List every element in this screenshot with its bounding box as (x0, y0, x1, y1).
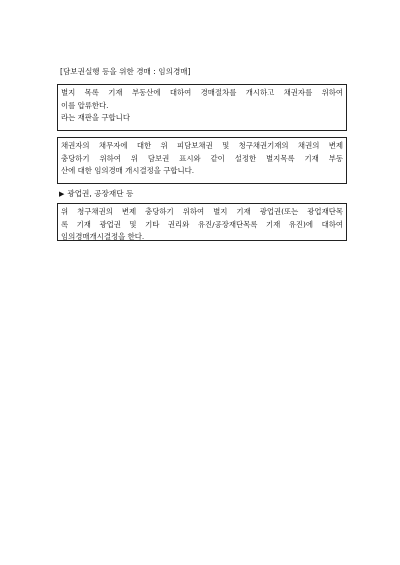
box2-line-3: 산에 대한 임의경매 개시결정을 구합니다. (61, 166, 195, 176)
box2-line-1: 채권자의 채무자에 대한 위 피담보채권 및 청구채권기재의 채권의 변제 (61, 141, 343, 150)
application-box-mining-rights (57, 203, 347, 241)
box3-line-1: 위 청구채권의 변제 충당하기 위하여 별지 기재 광업권(또는 광업재단목 (61, 207, 343, 216)
box3-line-2: 록 기재 광업권 및 기타 권리와 유진/공장재단목록 기재 유진)에 대하여 (61, 219, 343, 229)
section-title-mining-factory (59, 189, 133, 199)
document-heading: [담보권실행 등을 위한 경매 : 임의경매] (60, 67, 191, 76)
application-box-auction (57, 84, 347, 131)
application-box-voluntary-auction (57, 137, 347, 184)
box2-line-2: 충당하기 위하여 위 담보권 표시와 같이 설정한 별지목록 기재 부동 (61, 153, 343, 163)
triangle-bullet-icon: ▶ (59, 190, 65, 198)
box1-line-3: 라는 재판을 구합니다 (61, 113, 130, 123)
box1-line-1: 별지 목록 기재 부동산에 대하여 경매절차를 개시하고 채권자를 위하여 (61, 88, 343, 97)
section-title-text: 광업권, 공장재단 등 (67, 189, 134, 198)
box3-line-3: 임의경매개시결정을 한다. (61, 232, 145, 242)
box1-line-2: 이를 압류한다. (61, 100, 109, 110)
